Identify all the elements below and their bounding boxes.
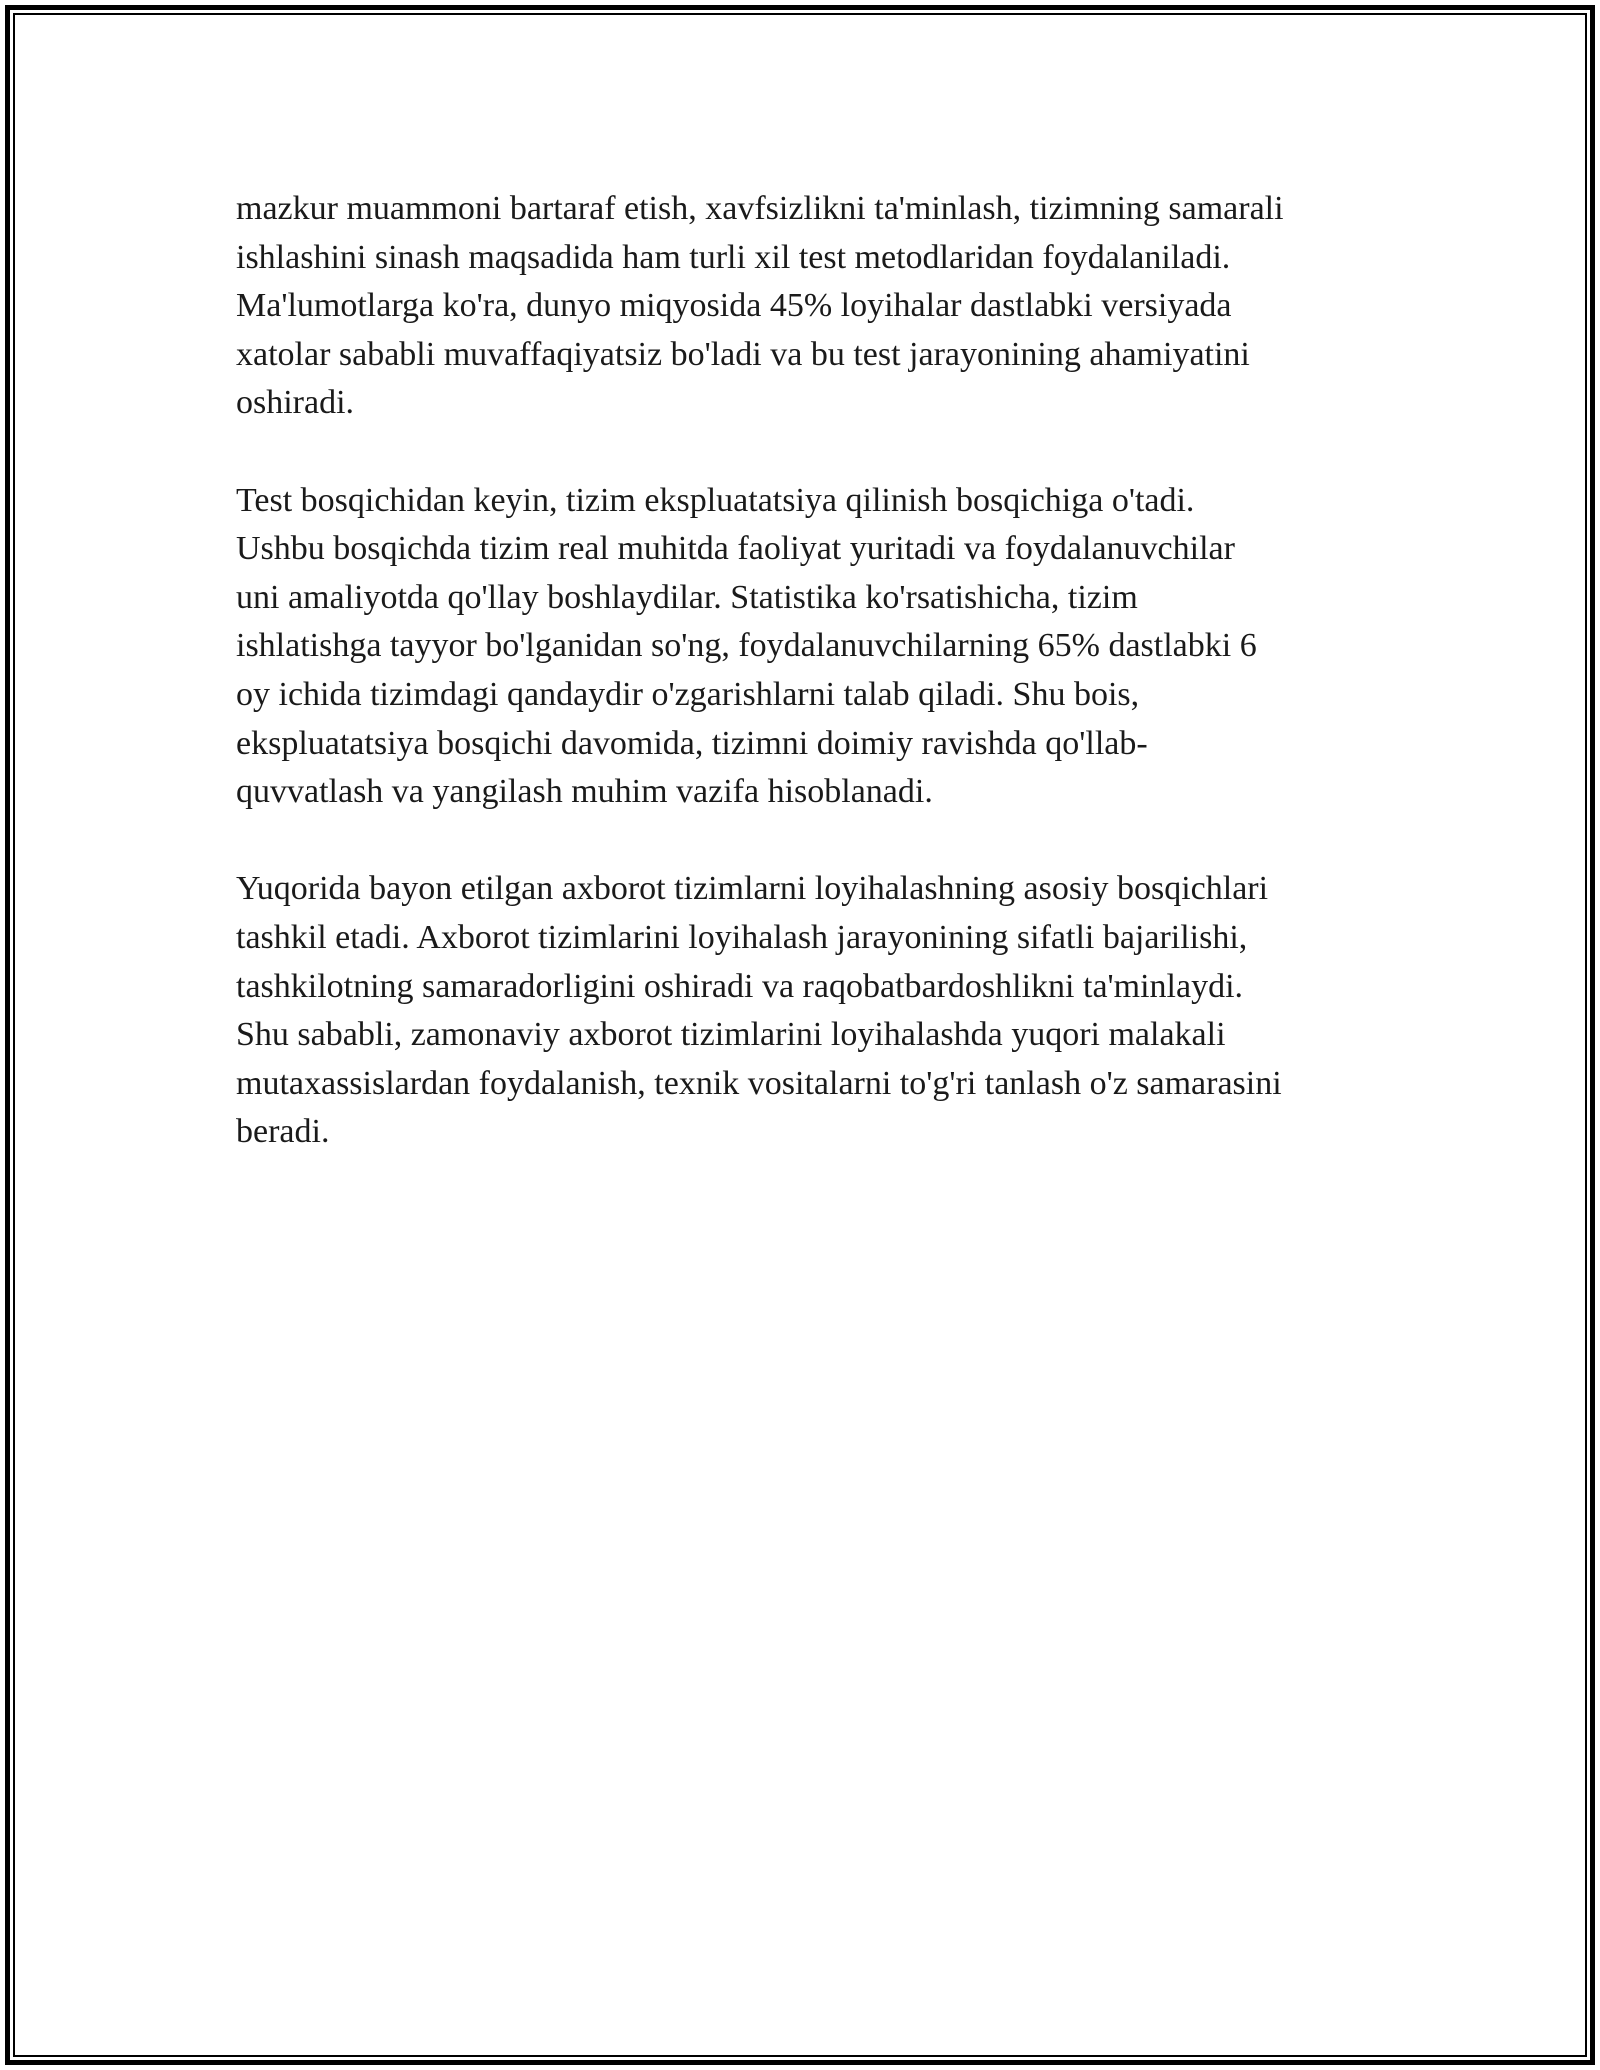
document-body bbox=[236, 185, 1376, 1205]
paragraph-3: Yuqorida bayon etilgan axborot tizimlarni loyihalashning asosiy bosqichlari tashkil etadi. Axborot tizimlarini loyihalash jarayonining sifatli bajarilishi, tashkilotning samaradorligini oshiradi va raqobatbardoshlikni ta'minlaydi. Shu sababli, zamonaviy axborot tizimlarini loyihalashda yuqori malakali mutaxassislardan foydalanish, texnik vositalarni to'g'ri tanlash o'z samarasini beradi. bbox=[236, 870, 1282, 1151]
paragraph-2: Test bosqichidan keyin, tizim ekspluatatsiya qilinish bosqichiga o'tadi. Ushbu bosqichda tizim real muhitda faoliyat yuritadi va foydalanuvchilar uni amaliyotda qo'llay boshlaydilar. Statistika ko'rsatishicha, tizim ishlatishga tayyor bo'lganidan so'ng, foydalanuvchilarning 65% dastlabki 6 oy ichida tizimdagi qandaydir o'zgarishlarni talab qiladi. Shu bois, ekspluatatsiya bosqichi davomida, tizimni doimiy ravishda qo'llab- quvvatlash va yangilash muhim vazifa hisoblanadi. bbox=[236, 481, 1257, 811]
paragraph-1: mazkur muammoni bartaraf etish, xavfsizlikni ta'minlash, tizimning samarali ishlashini sinash maqsadida ham turli xil test metodlaridan foydalaniladi. Ma'lumotlarga ko'ra, dunyo miqyosida 45% loyihalar dastlabki versiyada xatolar sababli muvaffaqiyatsiz bo'ladi va bu test jarayonining ahamiyatini oshiradi. bbox=[236, 190, 1284, 422]
